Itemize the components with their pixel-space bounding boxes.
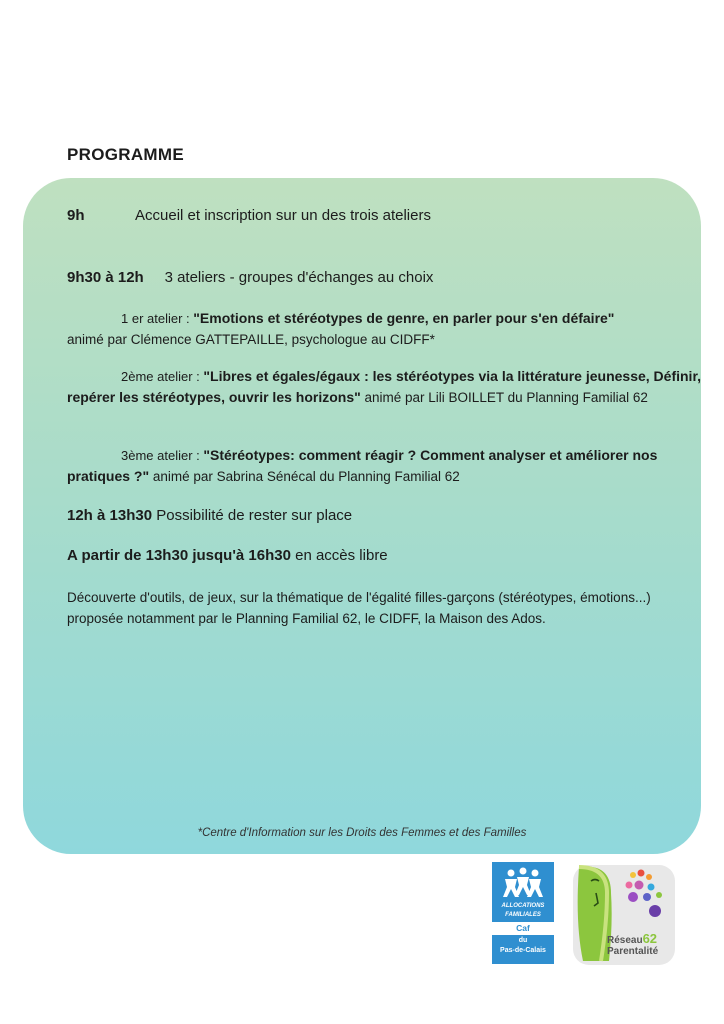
reseau-wordmark [607, 933, 658, 957]
schedule-time: 9h [67, 207, 85, 224]
caf-line1: ALLOCATIONS [501, 903, 545, 909]
schedule-text: 3 ateliers - groupes d'échanges au choix [164, 269, 434, 286]
atelier-title: "Emotions et stéréotypes de genre, en parler pour s'en défaire" [193, 310, 615, 326]
schedule-item-12h [67, 505, 352, 526]
atelier-label: 3ème atelier : [121, 448, 204, 463]
atelier-title: "Stéréotypes: comment réagir ? Comment analyser et améliorer nos pratiques ?" [67, 447, 658, 484]
caf-family-icon [501, 867, 545, 901]
atelier-host: animé par Sabrina Sénécal du Planning Familial 62 [149, 469, 460, 484]
atelier-title: "Libres et égales/égaux : les stéréotypes via la littérature jeunesse, Définir, repérer les stéréotypes, ouvrir les horizons" [67, 368, 702, 405]
caf-name: Caf [492, 922, 554, 935]
schedule-text: Accueil et inscription sur un des trois ateliers [135, 207, 431, 224]
page-title: PROGRAMME [67, 145, 184, 164]
footnote: *Centre d'Information sur les Droits des Femmes et des Familles [197, 827, 527, 839]
atelier-label: 2ème atelier : [121, 369, 204, 384]
atelier-1 [67, 308, 707, 350]
atelier-host: animé par Lili BOILLET du Planning Familial 62 [360, 390, 648, 405]
schedule-item-13h30 [67, 545, 388, 566]
reseau-word: Réseau [607, 935, 643, 946]
schedule-text: Possibilité de rester sur place [152, 507, 353, 524]
schedule-item-9h30 [67, 267, 433, 288]
discovery-text: Découverte d'outils, de jeux, sur la thématique de l'égalité filles-garçons (stéréotypes, émotions...) proposée notamment par le Planning Familial 62, le CIDFF, la Maison des Ados. [67, 590, 651, 626]
caf-region: Pas-de-Calais [500, 947, 546, 954]
atelier-3 [67, 445, 707, 487]
schedule-time: A partir de 13h30 jusqu'à 16h30 [67, 547, 291, 564]
schedule-time: 12h à 13h30 [67, 507, 153, 524]
caf-du: du [518, 937, 528, 944]
atelier-2 [67, 366, 707, 408]
atelier-label: 1 er atelier : [121, 311, 194, 326]
reseau-parentalite-logo [571, 863, 677, 967]
schedule-time: 9h30 à 12h [67, 269, 144, 286]
reseau-number: 62 [642, 931, 658, 946]
schedule-text: en accès libre [290, 547, 388, 564]
reseau-word2: Parentalité [607, 946, 659, 957]
schedule-item-9h [67, 205, 431, 226]
caf-line2: FAMILIALES [505, 912, 541, 918]
atelier-host: animé par Clémence GATTEPAILLE, psychologue au CIDFF* [67, 332, 435, 347]
caf-logo [492, 862, 554, 964]
